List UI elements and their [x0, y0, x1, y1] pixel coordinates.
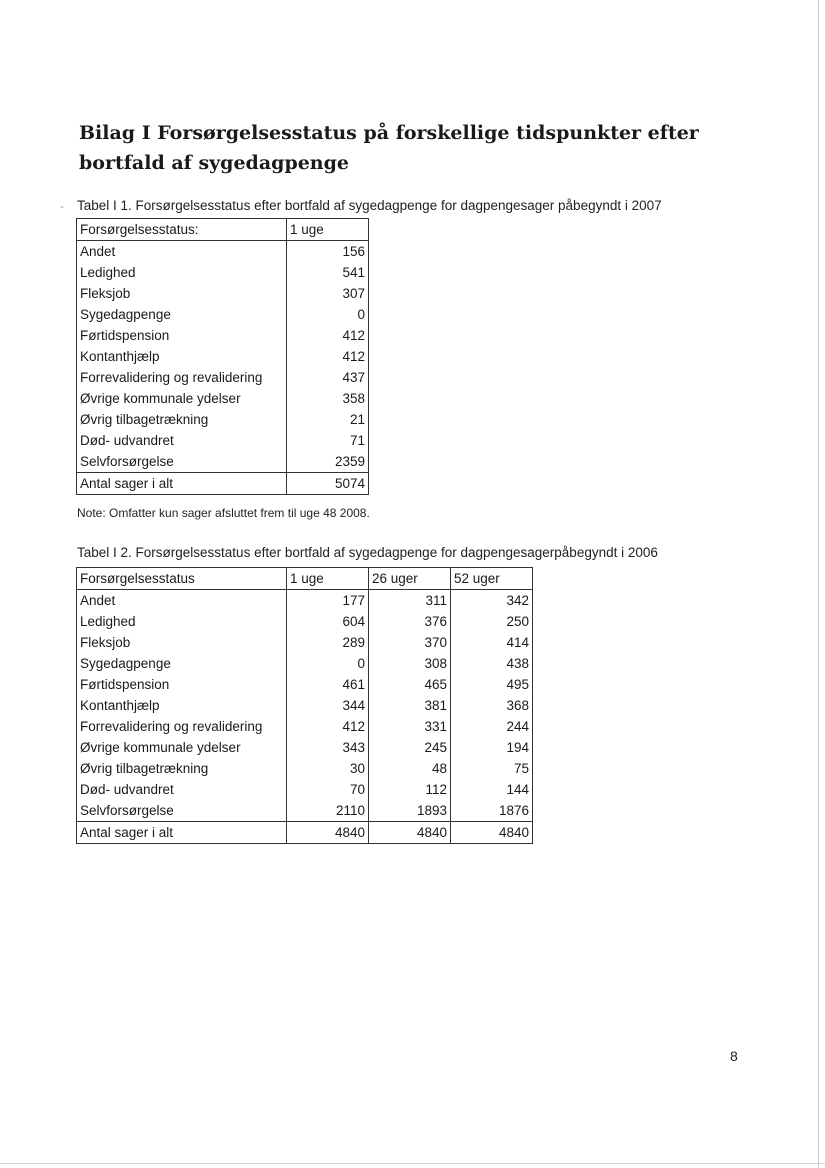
table1-note: Note: Omfatter kun sager afsluttet frem til uge 48 2008.	[77, 506, 370, 520]
scan-mark: -	[60, 199, 64, 213]
row-value: 376	[369, 611, 451, 632]
table-row	[77, 737, 533, 758]
table-header-col: 52 uger	[451, 568, 533, 590]
row-value: 437	[287, 367, 369, 388]
row-label: Sygedagpenge	[77, 653, 287, 674]
row-value: 604	[287, 611, 369, 632]
row-value: 307	[287, 283, 369, 304]
row-value: 1893	[369, 800, 451, 822]
row-label: Antal sager i alt	[77, 473, 287, 495]
row-value: 412	[287, 325, 369, 346]
row-value: 308	[369, 653, 451, 674]
row-label: Øvrig tilbagetrækning	[77, 409, 287, 430]
table-total-row	[77, 822, 533, 844]
table2-body	[77, 590, 533, 844]
table1	[76, 218, 369, 495]
row-label: Førtidspension	[77, 674, 287, 695]
row-value: 412	[287, 346, 369, 367]
row-value: 461	[287, 674, 369, 695]
row-value: 344	[287, 695, 369, 716]
row-label: Øvrig tilbagetrækning	[77, 758, 287, 779]
row-value: 70	[287, 779, 369, 800]
scan-edge-bottom	[0, 1163, 825, 1164]
row-value: 438	[451, 653, 533, 674]
row-value: 245	[369, 737, 451, 758]
table-row	[77, 611, 533, 632]
table-row	[77, 325, 369, 346]
table-row	[77, 430, 369, 451]
table-row	[77, 262, 369, 283]
table-row	[77, 346, 369, 367]
row-value: 5074	[287, 473, 369, 495]
table-row	[77, 283, 369, 304]
row-value: 331	[369, 716, 451, 737]
table-row	[77, 388, 369, 409]
table-header-col: 26 uger	[369, 568, 451, 590]
row-value: 144	[451, 779, 533, 800]
table-row	[77, 241, 369, 263]
row-value: 30	[287, 758, 369, 779]
row-value: 289	[287, 632, 369, 653]
row-value: 112	[369, 779, 451, 800]
row-label: Selvforsørgelse	[77, 800, 287, 822]
table-row	[77, 674, 533, 695]
row-label: Fleksjob	[77, 632, 287, 653]
row-label: Ledighed	[77, 262, 287, 283]
table-row	[77, 653, 533, 674]
row-label: Fleksjob	[77, 283, 287, 304]
table-header-col: 1 uge	[287, 568, 369, 590]
row-label: Død- udvandret	[77, 430, 287, 451]
row-label: Andet	[77, 241, 287, 263]
row-value: 71	[287, 430, 369, 451]
row-value: 541	[287, 262, 369, 283]
table-row	[77, 632, 533, 653]
row-value: 4840	[287, 822, 369, 844]
row-value: 381	[369, 695, 451, 716]
row-value: 343	[287, 737, 369, 758]
table-row	[77, 695, 533, 716]
row-value: 311	[369, 590, 451, 612]
row-value: 465	[369, 674, 451, 695]
table-row	[77, 304, 369, 325]
table-row	[77, 409, 369, 430]
row-label: Andet	[77, 590, 287, 612]
row-value: 194	[451, 737, 533, 758]
page-number: 8	[730, 1048, 738, 1064]
table-row	[77, 716, 533, 737]
table-header-label: Forsørgelsesstatus:	[77, 219, 287, 241]
row-value: 358	[287, 388, 369, 409]
row-label: Øvrige kommunale ydelser	[77, 388, 287, 409]
row-value: 368	[451, 695, 533, 716]
row-value: 156	[287, 241, 369, 263]
row-value: 412	[287, 716, 369, 737]
table-row	[77, 758, 533, 779]
table1-body	[77, 241, 369, 495]
row-value: 244	[451, 716, 533, 737]
table-row	[77, 779, 533, 800]
row-value: 2359	[287, 451, 369, 473]
row-value: 4840	[451, 822, 533, 844]
row-value: 4840	[369, 822, 451, 844]
row-value: 495	[451, 674, 533, 695]
row-value: 370	[369, 632, 451, 653]
row-label: Øvrige kommunale ydelser	[77, 737, 287, 758]
scan-edge	[818, 0, 819, 1168]
row-label: Kontanthjælp	[77, 695, 287, 716]
row-value: 250	[451, 611, 533, 632]
row-value: 414	[451, 632, 533, 653]
table-total-row	[77, 473, 369, 495]
table-header-label: Forsørgelsesstatus	[77, 568, 287, 590]
row-label: Forrevalidering og revalidering	[77, 367, 287, 388]
table-row	[77, 451, 369, 473]
row-label: Forrevalidering og revalidering	[77, 716, 287, 737]
row-value: 75	[451, 758, 533, 779]
table-row	[77, 590, 533, 612]
table2	[76, 567, 533, 844]
row-label: Selvforsørgelse	[77, 451, 287, 473]
row-value: 0	[287, 653, 369, 674]
table1-caption: Tabel I 1. Forsørgelsesstatus efter bortfald af sygedagpenge for dagpengesager påbegyndt i 2007	[77, 198, 662, 213]
row-label: Sygedagpenge	[77, 304, 287, 325]
row-value: 342	[451, 590, 533, 612]
table-row	[77, 800, 533, 822]
row-label: Ledighed	[77, 611, 287, 632]
row-value: 48	[369, 758, 451, 779]
row-label: Førtidspension	[77, 325, 287, 346]
table-header-col: 1 uge	[287, 219, 369, 241]
table-row	[77, 367, 369, 388]
row-value: 21	[287, 409, 369, 430]
row-value: 177	[287, 590, 369, 612]
page-title: Bilag I Forsørgelsesstatus på forskellige tidspunkter efter bortfald af sygedagpenge	[79, 122, 699, 174]
row-value: 2110	[287, 800, 369, 822]
row-label: Kontanthjælp	[77, 346, 287, 367]
table2-caption: Tabel I 2. Forsørgelsesstatus efter bortfald af sygedagpenge for dagpengesagerpåbegyndt i 2006	[77, 545, 658, 560]
row-value: 0	[287, 304, 369, 325]
row-label: Død- udvandret	[77, 779, 287, 800]
table-header-row	[77, 568, 533, 590]
table-header-row	[77, 219, 369, 241]
row-value: 1876	[451, 800, 533, 822]
row-label: Antal sager i alt	[77, 822, 287, 844]
